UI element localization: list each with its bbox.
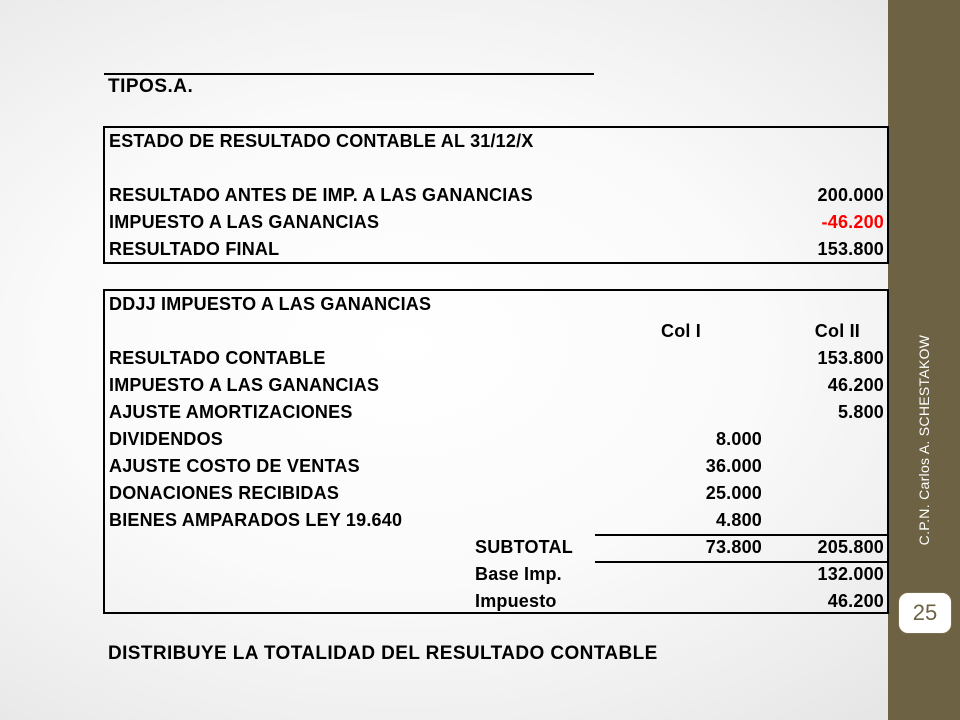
impuesto-col2: 46.200 — [827, 591, 884, 611]
base-label: Base Imp. — [475, 564, 562, 584]
subtotal-row — [105, 534, 887, 561]
blank-row — [105, 155, 887, 182]
impuesto-label: Impuesto — [475, 591, 557, 611]
row-label: AJUSTE AMORTIZACIONES — [109, 402, 353, 422]
footer-note: DISTRIBUYE LA TOTALIDAD DEL RESULTADO CONTABLE — [108, 643, 658, 664]
estado-title-row — [105, 128, 887, 155]
table-row — [105, 480, 887, 507]
col2-header: Col II — [814, 321, 860, 341]
base-imponible-row — [105, 561, 887, 588]
company-rule — [104, 73, 594, 75]
row-label: IMPUESTO A LAS GANANCIAS — [109, 375, 380, 395]
row-label: RESULTADO ANTES DE IMP. A LAS GANANCIAS — [109, 185, 533, 205]
row-label: AJUSTE COSTO DE VENTAS — [109, 456, 360, 476]
table-row — [105, 236, 887, 263]
subtotal-col1: 73.800 — [705, 537, 762, 557]
subtotal-col2: 205.800 — [817, 537, 884, 557]
impuesto-row — [105, 588, 887, 615]
row-col2: 153.800 — [817, 348, 884, 368]
row-label: RESULTADO CONTABLE — [109, 348, 326, 368]
ddjj-table — [103, 289, 889, 614]
row-label: RESULTADO FINAL — [109, 239, 280, 259]
ddjj-title-row — [105, 291, 887, 318]
table-row — [105, 507, 887, 534]
table-row — [105, 372, 887, 399]
base-col2: 132.000 — [817, 564, 884, 584]
base-rule — [595, 561, 887, 563]
row-label: DIVIDENDOS — [109, 429, 224, 449]
table-row — [105, 426, 887, 453]
table-row — [105, 182, 887, 209]
estado-resultado-table — [103, 126, 889, 264]
row-value: 153.800 — [817, 239, 884, 259]
page-number-badge: 25 — [898, 592, 952, 634]
column-header-row — [105, 318, 887, 345]
subtotal-rule — [595, 534, 887, 536]
row-value: 200.000 — [817, 185, 884, 205]
company-name: TIPOS.A. — [108, 76, 194, 97]
table-row — [105, 345, 887, 372]
row-col1: 25.000 — [705, 483, 762, 503]
row-col1: 4.800 — [715, 510, 762, 530]
author-label: C.P.N. Carlos A. SCHESTAKOW — [916, 334, 932, 546]
row-col1: 36.000 — [705, 456, 762, 476]
table-row — [105, 209, 887, 236]
table-row — [105, 453, 887, 480]
row-value-negative: -46.200 — [821, 212, 884, 232]
row-col2: 46.200 — [827, 375, 884, 395]
estado-title: ESTADO DE RESULTADO CONTABLE AL 31/12/X — [109, 131, 534, 151]
row-label: IMPUESTO A LAS GANANCIAS — [109, 212, 380, 232]
subtotal-label: SUBTOTAL — [475, 537, 573, 557]
col1-header: Col I — [661, 321, 701, 341]
row-label: BIENES AMPARADOS LEY 19.640 — [109, 510, 403, 530]
ddjj-title: DDJJ IMPUESTO A LAS GANANCIAS — [109, 294, 432, 314]
row-label: DONACIONES RECIBIDAS — [109, 483, 340, 503]
row-col1: 8.000 — [715, 429, 762, 449]
table-row — [105, 399, 887, 426]
row-col2: 5.800 — [837, 402, 884, 422]
